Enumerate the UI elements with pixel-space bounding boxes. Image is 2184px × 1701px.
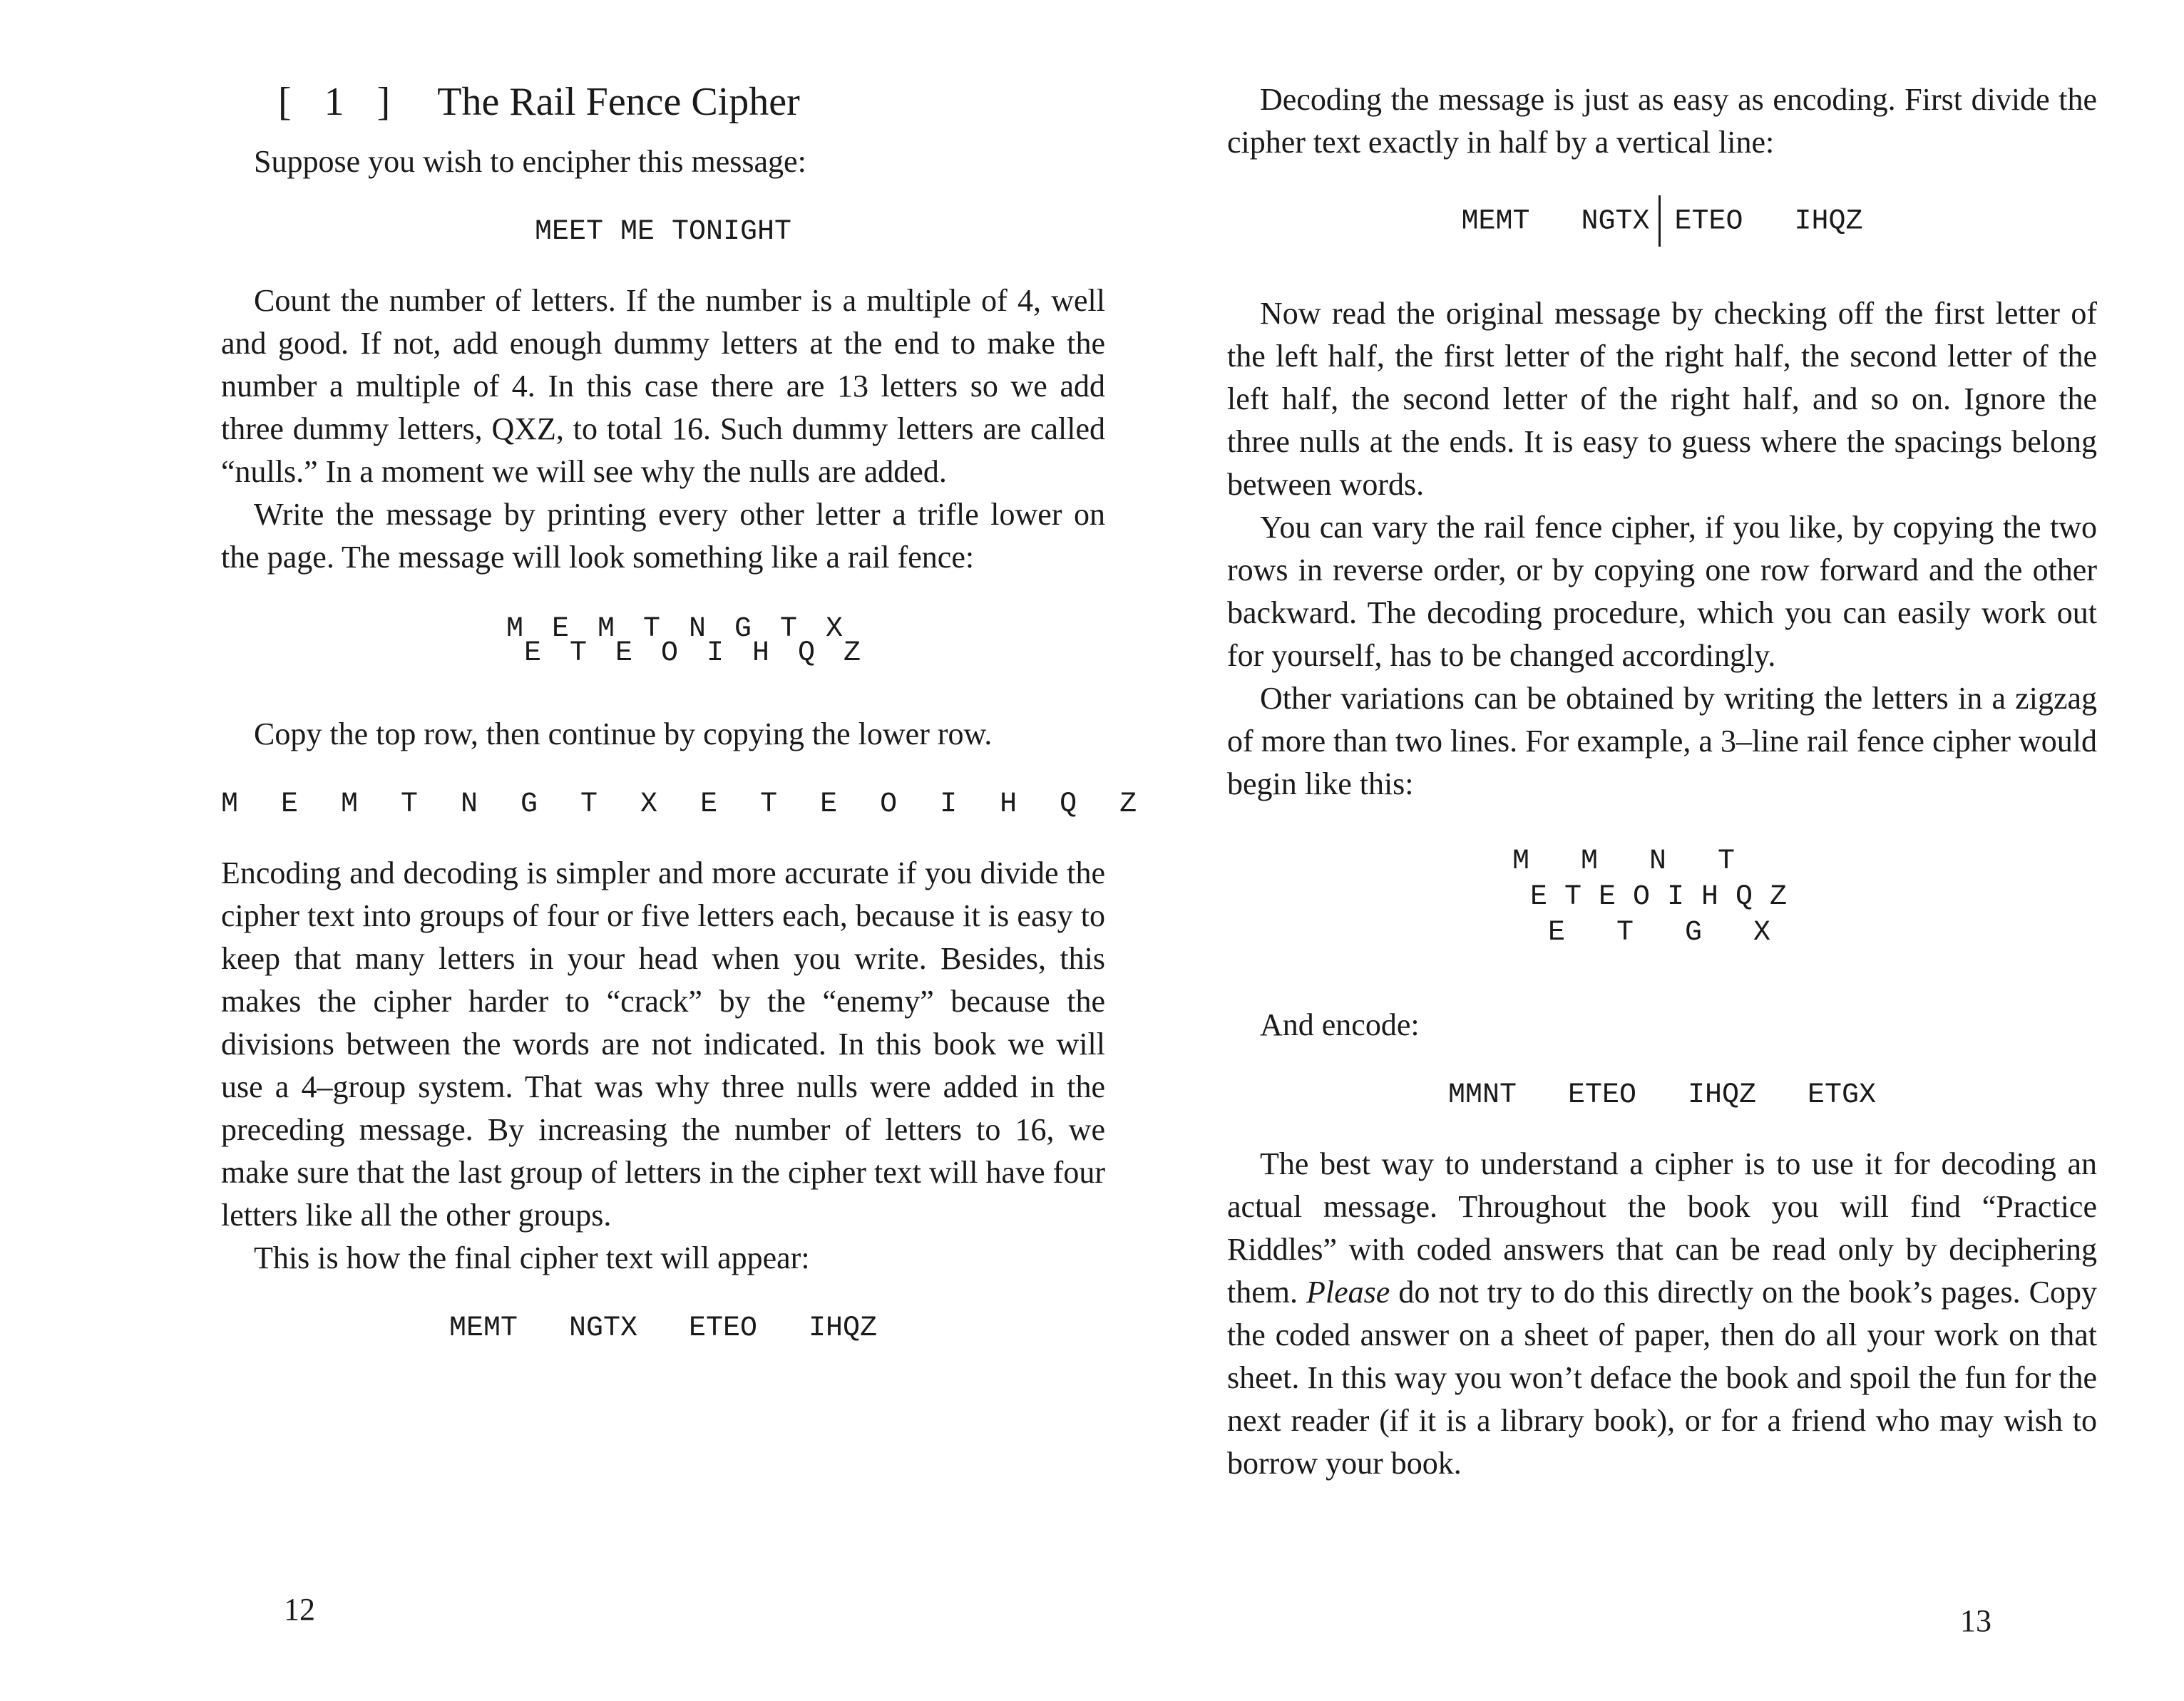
paragraph-decoding: Decoding the message is just as easy as encoding. First divide the cipher text exactly in half by a vertical line: xyxy=(1227,82,2097,160)
paragraph-final-intro: This is how the final cipher text will appear: xyxy=(254,1240,810,1276)
rail-bottom-row: E T E O I H Q Z xyxy=(524,637,867,670)
rail-top-row: M E M T N G T X xyxy=(506,613,849,646)
chapter-title: The Rail Fence Cipher xyxy=(437,80,800,124)
rail3-row-2: E T E O I H Q Z xyxy=(1530,881,1788,913)
paragraph-encoding-groups: Encoding and decoding is simpler and more accurate if you divide the cipher text into groups of four or five letters each, because it is easy to keep that many letters in your head when you write. Besides, this makes the cipher harder to “crack” by the “enemy” because the divisions between the words are not indicated. In this book we will use a 4–group system. That was why three nulls were added in the preceding message. By increasing the number of letters to 16, we make sure that the last group of letters in the cipher text will have four letters like all the other groups. xyxy=(221,855,1105,1233)
paragraph-variations: Other variations can be obtained by writing the letters in a zigzag of more than two lines. For example, a 3–line rail fence cipher would begin like this: xyxy=(1227,681,2097,801)
copied-rows-text: M E M T N G T X E T E O I H Q Z xyxy=(221,788,1150,821)
riddles-text-part2: do not try to do this directly on the book’s pages. Copy the coded answer on a sheet of paper, then do all your work on that sheet. In this way you won’t deface the book and spoil the fun for the next reader (if it is a library book), or for a friend who may wish to borrow your book. xyxy=(1227,1275,2097,1481)
right-page xyxy=(1092,0,2184,1701)
rail-fence-diagram xyxy=(221,613,1105,682)
three-line-rail-diagram xyxy=(1227,846,2097,981)
split-right-half: ETEO IHQZ xyxy=(1674,205,1863,238)
paragraph-practice-riddles xyxy=(1227,1143,2097,1485)
split-cipher-text xyxy=(1227,195,2097,247)
right-text-column xyxy=(1227,78,2097,1485)
split-left-half: MEMT NGTX xyxy=(1461,205,1650,238)
rail3-row-3: E T G X xyxy=(1548,917,1771,949)
paragraph-and-encode: And encode: xyxy=(1260,1007,1420,1042)
left-text-column xyxy=(221,78,1150,1376)
final-cipher-text: MEMT NGTX ETEO IHQZ xyxy=(448,1312,878,1345)
paragraph-intro: Suppose you wish to encipher this message: xyxy=(254,144,806,180)
paragraph-write-message: Write the message by printing every other letter a trifle lower on the page. The message will look something like a rail fence: xyxy=(221,497,1105,575)
page-number-left: 12 xyxy=(284,1592,315,1627)
plain-message: MEET ME TONIGHT xyxy=(534,216,792,249)
paragraph-count-letters: Count the number of letters. If the number is a multiple of 4, well and good. If not, add enough dummy letters at the end to make the number a multiple of 4. In this case there are 13 letters so we add three dummy letters, QXZ, to total 16. Such dummy letters are called “nulls.” In a moment we will see why the nulls are added. xyxy=(221,283,1105,490)
rail3-row-1: M M N T xyxy=(1512,846,1736,878)
page-number-right: 13 xyxy=(1960,1603,1991,1638)
riddles-emphasis-please: Please xyxy=(1306,1275,1390,1310)
riddles-text-part1: The best way to understand a cipher is to use it for decoding an actual message. Throughout the book you will find “Practice Riddles” with coded answers that can be read only by deciphering them. xyxy=(1227,1146,2097,1310)
paragraph-read-original: Now read the original message by checking off the first letter of the left half, the first letter of the right half, the second letter of the left half, the second letter of the right half, and so on. Ignore the three nulls at the ends. It is easy to guess where the spacings belong between words. xyxy=(1227,296,2097,502)
paragraph-copy-rows: Copy the top row, then continue by copying the lower row. xyxy=(254,716,993,752)
chapter-number: [ 1 ] xyxy=(278,80,402,124)
encoded-cipher-text: MMNT ETEO IHQZ ETGX xyxy=(1447,1079,1877,1111)
paragraph-vary-cipher: You can vary the rail fence cipher, if you like, by copying the two rows in reverse order, or by copying one row forward and the other backward. The decoding procedure, which you can easily work out for yourself, has to be changed accordingly. xyxy=(1227,510,2097,673)
chapter-heading xyxy=(278,78,1105,126)
vertical-divider-line xyxy=(1658,195,1661,247)
